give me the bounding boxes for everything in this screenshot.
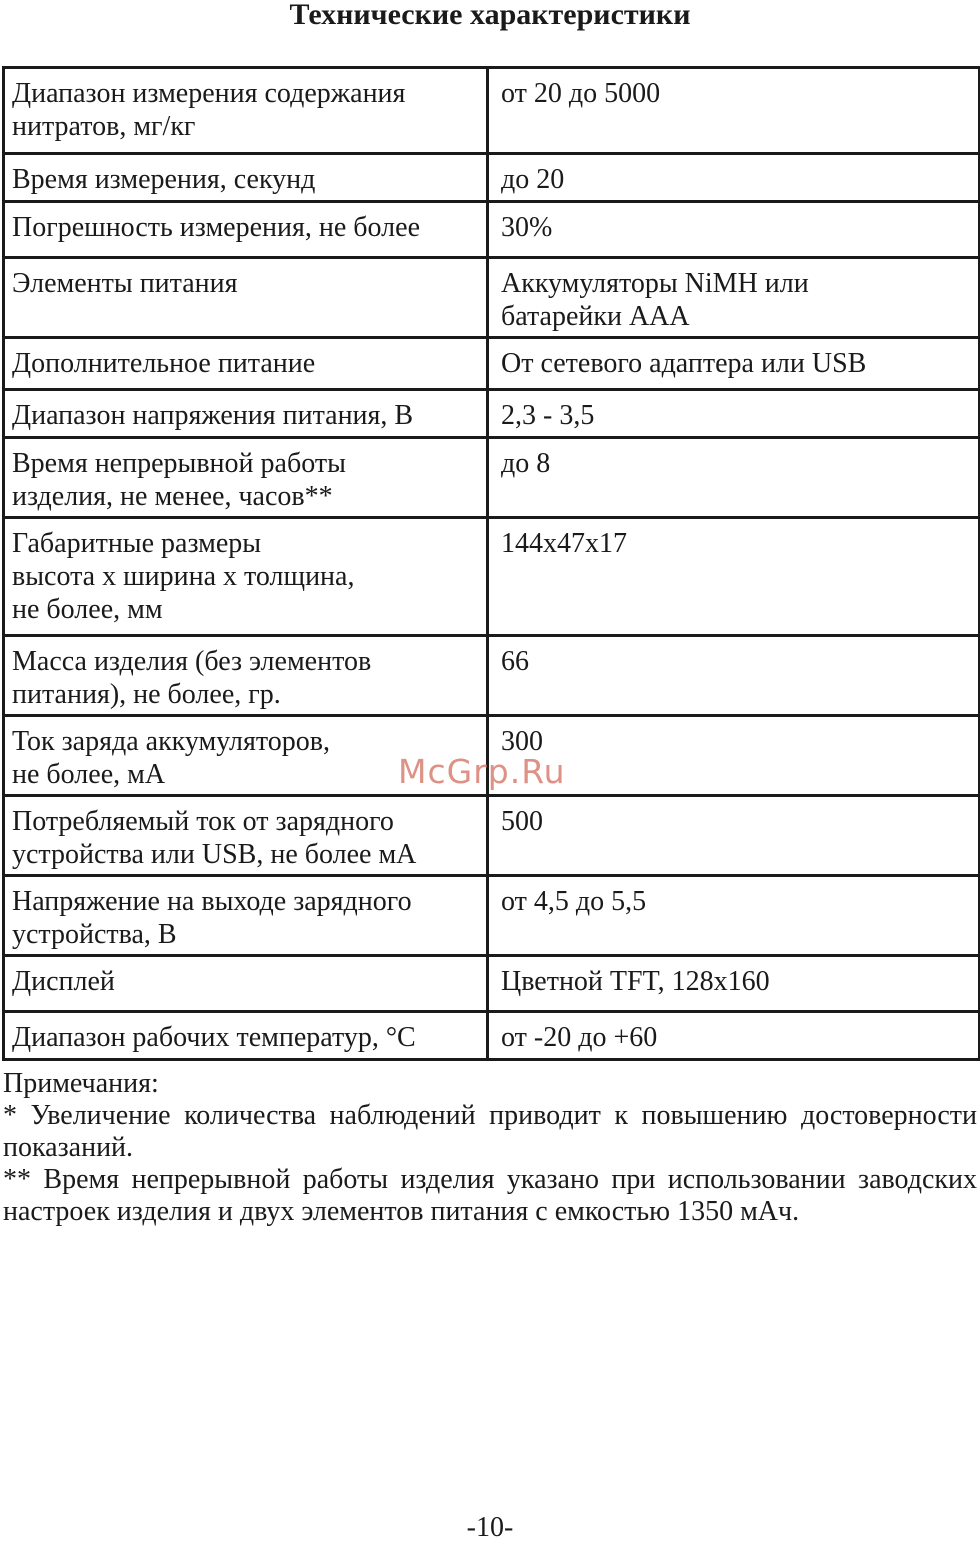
spec-value: до 8: [488, 438, 980, 518]
spec-row: [4, 338, 980, 390]
notes-heading: Примечания:: [3, 1068, 159, 1099]
spec-label: Диапазон рабочих температур, °С: [4, 1012, 488, 1060]
spec-row: [4, 390, 980, 438]
page-title: Технические характеристики: [289, 0, 691, 31]
spec-row: [4, 258, 980, 338]
spec-row: [4, 154, 980, 202]
page-number: -10-: [466, 1512, 514, 1543]
note-2: ** Время непрерывной работы изделия указано при использовании заводских настроек изделия и двух элементов питания с емкостью 1350 мАч.: [3, 1164, 977, 1227]
specs-table: [2, 66, 980, 1061]
spec-row: [4, 796, 980, 876]
watermark: McGrp.Ru: [398, 752, 566, 791]
spec-label: Ток заряда аккумуляторов, не более, мА: [4, 716, 488, 796]
spec-row: [4, 636, 980, 716]
spec-value: 300: [488, 716, 980, 796]
spec-row: [4, 518, 980, 636]
spec-row: [4, 1012, 980, 1060]
spec-label: Погрешность измерения, не более: [4, 202, 488, 258]
spec-value: от 20 до 5000: [488, 68, 980, 154]
spec-value: от 4,5 до 5,5: [488, 876, 980, 956]
note-1: * Увеличение количества наблюдений приводит к повышению достоверности показаний.: [3, 1100, 977, 1163]
spec-value: от -20 до +60: [488, 1012, 980, 1060]
spec-label: Напряжение на выходе зарядного устройства, В: [4, 876, 488, 956]
spec-value: 66: [488, 636, 980, 716]
spec-value: 144x47x17: [488, 518, 980, 636]
spec-label: Диапазон напряжения питания, В: [4, 390, 488, 438]
spec-label: Потребляемый ток от зарядного устройства или USB, не более мА: [4, 796, 488, 876]
notes-section: [3, 1068, 977, 1228]
spec-row: [4, 68, 980, 154]
spec-label: Дисплей: [4, 956, 488, 1012]
spec-value: 500: [488, 796, 980, 876]
spec-label: Масса изделия (без элементов питания), не более, гр.: [4, 636, 488, 716]
spec-label: Дополнительное питание: [4, 338, 488, 390]
specs-table-body: [4, 68, 980, 1060]
spec-row: [4, 438, 980, 518]
spec-value: Цветной TFT, 128x160: [488, 956, 980, 1012]
spec-value: Аккумуляторы NiMH или батарейки AAA: [488, 258, 980, 338]
spec-row: [4, 956, 980, 1012]
spec-label: Габаритные размеры высота х ширина х толщина, не более, мм: [4, 518, 488, 636]
spec-value: до 20: [488, 154, 980, 202]
spec-value: От сетевого адаптера или USB: [488, 338, 980, 390]
spec-label: Элементы питания: [4, 258, 488, 338]
spec-label: Диапазон измерения содержания нитратов, мг/кг: [4, 68, 488, 154]
spec-row: [4, 876, 980, 956]
spec-value: 30%: [488, 202, 980, 258]
spec-row: [4, 202, 980, 258]
spec-label: Время непрерывной работы изделия, не менее, часов**: [4, 438, 488, 518]
spec-value: 2,3 - 3,5: [488, 390, 980, 438]
spec-label: Время измерения, секунд: [4, 154, 488, 202]
